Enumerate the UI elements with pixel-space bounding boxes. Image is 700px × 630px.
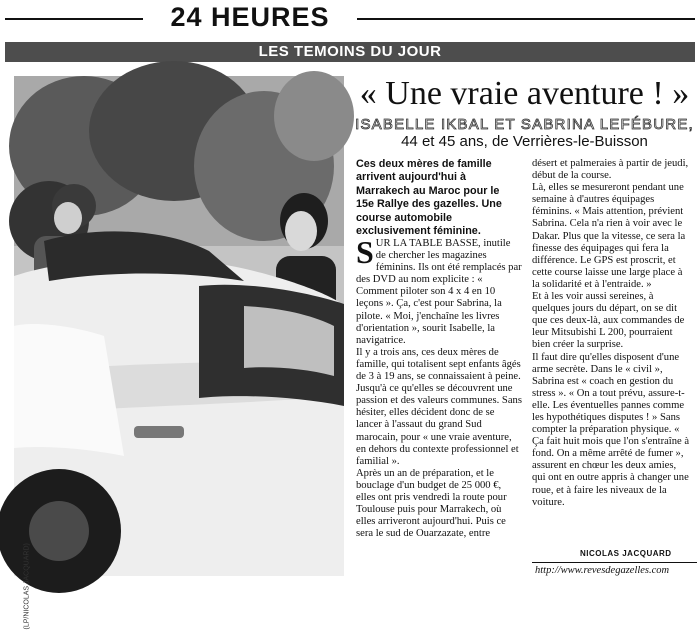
lead-in-caps: UR LA TABLE BASSE,	[375, 238, 481, 249]
masthead	[0, 0, 700, 38]
article-headline: « Une vraie aventure ! »	[359, 75, 690, 112]
url-rule	[532, 562, 697, 563]
paragraph-1	[356, 234, 522, 347]
masthead-title: 24 HEURES	[170, 2, 330, 32]
masthead-rule-left	[5, 18, 143, 20]
article-names: ISABELLE IKBAL ET SABRINA LEFÉBURE,	[355, 116, 694, 133]
drop-cap: S	[356, 234, 374, 270]
paragraph-7: Il faut dire qu'elles disposent d'une arme secrète. Dans le « civil », Sabrina est « coach en gestion du stress ». « On a tout prévu, assure-t-elle. Les éventuelles pannes comme les hypothétiques disputes ! » Sans compter la préparation physique. « Ça fait huit mois que l'on s'entraîne à fond. On a même arrêté de fumer », assurent en chœur les deux amies, qui ont en outre appris à changer une roue, et à faire les niveaux de la voiture.	[532, 351, 690, 508]
article-url-link[interactable]: http://www.revesdegazelles.com	[535, 565, 670, 576]
paragraph-1-text: inutile de chercher les magazines féminins. Ils ont été remplacés par des DVD au nom explicite : « Comment piloter son 4 x 4 en 10 leçons ». Ça, c'est pour Sabrina, la pilote. « Moi, j'enchaîne les livres d'orientation », sourit Isabelle, la navigatrice.	[356, 238, 522, 346]
paragraph-3: Après un an de préparation, et le bouclage d'un budget de 25 000 €, elles ont pris vendredi la route pour Toulouse puis pour Marrakech, où elles arriveront aujourd'hui. Puis ce sera le sud de Ouarzazate, entre	[356, 467, 507, 540]
paragraph-4: désert et palmeraies à partir de jeudi, début de la course.	[532, 158, 689, 182]
photo-illustration	[14, 76, 344, 576]
article-author: NICOLAS JACQUARD	[580, 549, 672, 558]
article-column-2	[532, 158, 692, 509]
section-bar: LES TEMOINS DU JOUR	[5, 42, 695, 62]
photo-credit: (LP/NICOLAS JACQUARD)	[23, 543, 31, 630]
article-column-1	[356, 234, 522, 540]
paragraph-2: Il y a trois ans, ces deux mères de famille, qui totalisent sept enfants âgés de 3 à 19 ans, se connaissaient à peine. Jusqu'à ce qu'elles se découvrent une passion et des valeurs communes. Sans hésiter, elles décident donc de se lancer à l'assaut du grand Sud marocain, pour « une vraie aventure, en dehors du contexte professionnel et familial ».	[356, 346, 522, 467]
paragraph-5: Là, elles se mesureront pendant une semaine à d'autres équipages féminins. « Mais attention, prévient Sabrina. Cela n'a rien à voir avec le Dakar. Plus que la vitesse, ce sera la finesse des équipages qui fera la différence. Le GPS est proscrit, et cette course laisse une large place à la solidarité et à l'entraide. »	[532, 182, 686, 290]
paragraph-6: Et à les voir aussi sereines, à quelques jours du départ, on se dit que ces deux-là, aux commandes de leur Mitsubishi L 200, pourraient bien créer la surprise.	[532, 291, 685, 351]
article-origin: 44 et 45 ans, de Verrières-le-Buisson	[401, 133, 648, 150]
article-photo	[14, 76, 344, 630]
article-lead: Ces deux mères de famille arrivent aujourd'hui à Marrakech au Maroc pour le 15e Rallye des gazelles. Une course automobile exclusivement féminine.	[356, 158, 502, 238]
masthead-rule-right	[357, 18, 695, 20]
